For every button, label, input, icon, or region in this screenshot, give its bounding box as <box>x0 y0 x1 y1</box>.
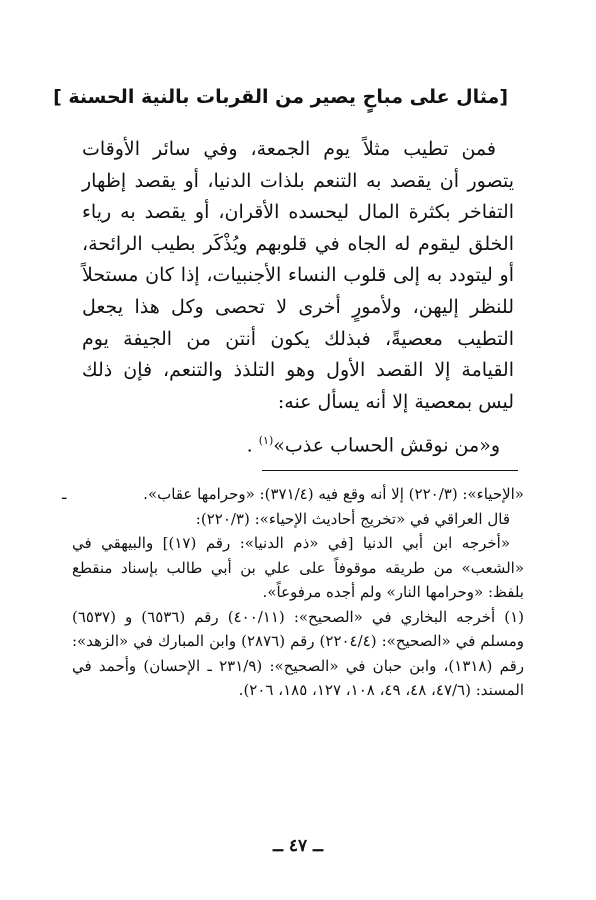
footnote-iraqi: قال العراقي في «تخريج أحاديث الإحياء»: (٢٢٠/٣): <box>195 509 510 528</box>
page-number: ــ ٤٧ ــ <box>272 836 324 856</box>
footnotes-block <box>62 482 525 703</box>
heading-title: مثال على مباحٍ يصير من القربات بالنية الحسنة <box>68 86 500 108</box>
hadith-end: . <box>246 434 253 457</box>
footnote-dash: ـ <box>62 485 67 503</box>
footnote-ihya: «الإحياء»: (٢٢٠/٣) إلا أنه وقع فيه (٣٧١/٤): «وحرامها عقاب». <box>143 485 524 503</box>
heading-close-bracket: ] <box>53 86 62 108</box>
hadith-text: و«من نوقش الحساب عذب» <box>273 434 500 457</box>
main-paragraph-block <box>82 134 514 418</box>
footnote-separator <box>262 470 518 471</box>
hadith-quote <box>247 434 500 456</box>
section-heading <box>53 86 508 108</box>
heading-open-bracket: [ <box>499 86 508 108</box>
footnote-ref: (١) <box>258 434 274 447</box>
footnote-iraqi-quote: «أخرجه ابن أبي الدنيا [في «ذم الدنيا»: رقم (١٧)] والبيهقي في «الشعب» من طريقه موقوفاً على علي بن أبي طالب بإسناد منقطع بلفظ: «وحرامها النار» ولم أجده مرفوعاً». <box>72 534 524 601</box>
main-paragraph: فمن تطيب مثلاً يوم الجمعة، وفي سائر الأوقات يتصور أن يقصد به التنعم بلذات الدنيا، أو يقصد إظهار التفاخر بكثرة المال ليحسده الأقران، أو يقصد به رياء الخلق ليقوم له الجاه في قلوبهم ويُذْكَر بطيب الرائحة، أو ليتودد به إلى قلوب النساء الأجنبيات، إذا كان مستحلاً للنظر إليهن، ولأمورٍ أخرى لا تحصى وكل هذا يجعل التطيب معصيةً، فبذلك يكون أنتن من الجيفة يوم القيامة إلا القصد الأول وهو التلذذ والتنعم، فإن ذلك ليس بمعصية إلا أنه يسأل عنه: <box>82 138 514 413</box>
footnote-1: (١) أخرجه البخاري في «الصحيح»: (٤٠٠/١١) رقم (٦٥٣٦) و (٦٥٣٧) ومسلم في «الصحيح»: (٢٢٠٤/٤) رقم (٢٨٧٦) وابن المبارك في «الزهد»: رقم (١٣١٨)، وابن حبان في «الصحيح»: (٢٣١/٩ ـ الإحسان) وأحمد في المسند: (٤٧/٦، ٤٨، ٤٩، ١٠٨، ١٢٧، ١٨٥، ٢٠٦). <box>72 607 525 699</box>
